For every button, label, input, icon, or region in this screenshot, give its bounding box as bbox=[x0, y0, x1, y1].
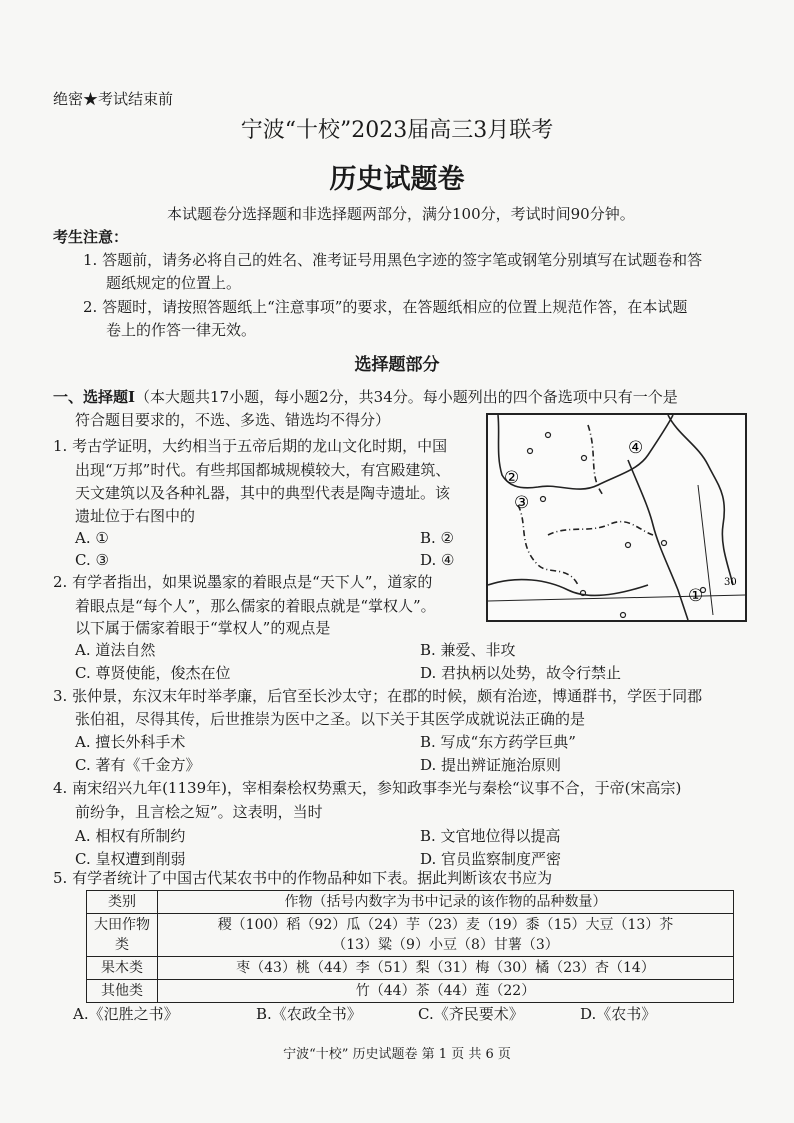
map-label-2: ② bbox=[504, 468, 520, 488]
option-d[interactable]: D. ④ bbox=[420, 551, 455, 569]
option-d[interactable]: D. 提出辨证施治原则 bbox=[420, 756, 562, 774]
question-text: 5. 有学者统计了中国古代某农书中的作物品种如下表。据此判断该农书应为 bbox=[53, 869, 553, 887]
table-cell-category: 大田作物类 bbox=[87, 914, 158, 957]
option-a[interactable]: A. ① bbox=[75, 529, 109, 547]
map-figure bbox=[486, 413, 747, 622]
option-b[interactable]: B.《农政全书》 bbox=[256, 1005, 362, 1023]
notice-line: 1. 答题前，请务必将自己的姓名、准考证号用黑色字迹的签字笔或钢笔分别填写在试题卷和答 bbox=[83, 251, 703, 269]
table-cell-category: 其他类 bbox=[87, 980, 158, 1003]
secret-label: 绝密★考试结束前 bbox=[53, 90, 174, 108]
option-c[interactable]: C. 皇权遭到削弱 bbox=[75, 850, 186, 868]
option-d[interactable]: D.《农书》 bbox=[580, 1005, 657, 1023]
table-header-row bbox=[87, 891, 734, 914]
question-text: 4. 南宋绍兴九年(1139年)，宰相秦桧权势熏天，参知政事李光与秦桧“议事不合，于帝(宋高宗) bbox=[53, 779, 682, 797]
option-c[interactable]: C. 著有《千金方》 bbox=[75, 756, 201, 774]
question-text: 2. 有学者指出，如果说墨家的着眼点是“天下人”，道家的 bbox=[53, 573, 433, 591]
question-text: 张伯祖，尽得其传，后世推崇为医中之圣。以下关于其医学成就说法正确的是 bbox=[75, 710, 586, 728]
option-b[interactable]: B. ② bbox=[420, 529, 455, 547]
question-text: 着眼点是“每个人”，那么儒家的着眼点就是“掌权人”。 bbox=[75, 597, 436, 615]
option-c[interactable]: C. ③ bbox=[75, 551, 109, 569]
crops-line: （13）粱（9）小豆（8）甘薯（3） bbox=[332, 937, 559, 953]
notice-heading: 考生注意： bbox=[53, 228, 129, 246]
question-text: 遗址位于右图中的 bbox=[75, 507, 196, 525]
table-row bbox=[87, 957, 734, 980]
notice-line: 卷上的作答一律无效。 bbox=[106, 321, 257, 339]
option-a[interactable]: A. 相权有所制约 bbox=[75, 827, 186, 845]
part-desc: （本大题共17小题，每小题2分，共34分。每小题列出的四个备选项中只有一个是 bbox=[135, 388, 678, 406]
map-drawing bbox=[488, 415, 745, 620]
table-row bbox=[87, 914, 734, 957]
map-latitude-label: 30 bbox=[724, 577, 737, 588]
option-a[interactable]: A. 擅长外科手术 bbox=[75, 733, 186, 751]
option-a[interactable]: A.《氾胜之书》 bbox=[73, 1005, 179, 1023]
option-d[interactable]: D. 君执柄以处势，故令行禁止 bbox=[420, 664, 622, 682]
table-header: 作物（括号内数字为书中记录的该作物的品种数量） bbox=[158, 891, 734, 914]
question-text: 3. 张仲景，东汉末年时举孝廉，后官至长沙太守；在郡的时候，颇有治迹，博通群书，学医于同郡 bbox=[53, 687, 703, 705]
notice-line: 2. 答题时，请按照答题纸上“注意事项”的要求，在答题纸相应的位置上规范作答，在本试题 bbox=[83, 298, 688, 316]
crops-line: 稷（100）稻（92）瓜（24）芋（23）麦（19）黍（15）大豆（13）芥 bbox=[217, 917, 674, 933]
table-cell-crops: 竹（44）茶（44）莲（22） bbox=[158, 980, 734, 1003]
section-heading: 选择题部分 bbox=[354, 355, 440, 375]
page-footer: 宁波“十校” 历史试题卷 第 1 页 共 6 页 bbox=[283, 1047, 511, 1062]
question-text: 以下属于儒家着眼于“掌权人”的观点是 bbox=[75, 619, 331, 637]
crop-table bbox=[86, 890, 734, 1003]
option-a[interactable]: A. 道法自然 bbox=[75, 641, 156, 659]
map-label-4: ④ bbox=[628, 438, 644, 458]
map-label-1: ① bbox=[688, 586, 704, 606]
question-text: 天文建筑以及各种礼器，其中的典型代表是陶寺遗址。该 bbox=[75, 484, 451, 502]
option-b[interactable]: B. 写成“东方药学巨典” bbox=[420, 733, 576, 751]
part-desc-2: 符合题目要求的，不选、多选、错选均不得分） bbox=[75, 411, 391, 429]
question-text: 出现“万邦”时代。有些邦国都城规模较大，有宫殿建筑、 bbox=[75, 461, 451, 479]
option-b[interactable]: B. 文官地位得以提高 bbox=[420, 827, 561, 845]
option-d[interactable]: D. 官员监察制度严密 bbox=[420, 850, 562, 868]
option-c[interactable]: C.《齐民要术》 bbox=[418, 1005, 524, 1023]
question-text: 1. 考古学证明，大约相当于五帝后期的龙山文化时期，中国 bbox=[53, 437, 448, 455]
table-cell-crops bbox=[158, 914, 734, 957]
option-c[interactable]: C. 尊贤使能，俊杰在位 bbox=[75, 664, 231, 682]
part-heading bbox=[53, 387, 678, 407]
notice-line: 题纸规定的位置上。 bbox=[106, 274, 242, 292]
part-label: 一、选择题Ⅰ bbox=[53, 388, 136, 406]
map-label-3: ③ bbox=[514, 493, 530, 513]
exam-title: 宁波“十校”2023届高三3月联考 bbox=[240, 118, 554, 143]
question-text: 前纷争，且言桧之短”。这表明，当时 bbox=[75, 803, 323, 821]
table-cell-crops: 枣（43）桃（44）李（51）梨（31）梅（30）橘（23）杏（14） bbox=[158, 957, 734, 980]
option-b[interactable]: B. 兼爱、非攻 bbox=[420, 641, 516, 659]
subject-title: 历史试题卷 bbox=[329, 164, 465, 195]
table-cell-category: 果木类 bbox=[87, 957, 158, 980]
table-row bbox=[87, 980, 734, 1003]
exam-intro: 本试题卷分选择题和非选择题两部分，满分100分，考试时间90分钟。 bbox=[167, 205, 635, 223]
table-header: 类别 bbox=[87, 891, 158, 914]
